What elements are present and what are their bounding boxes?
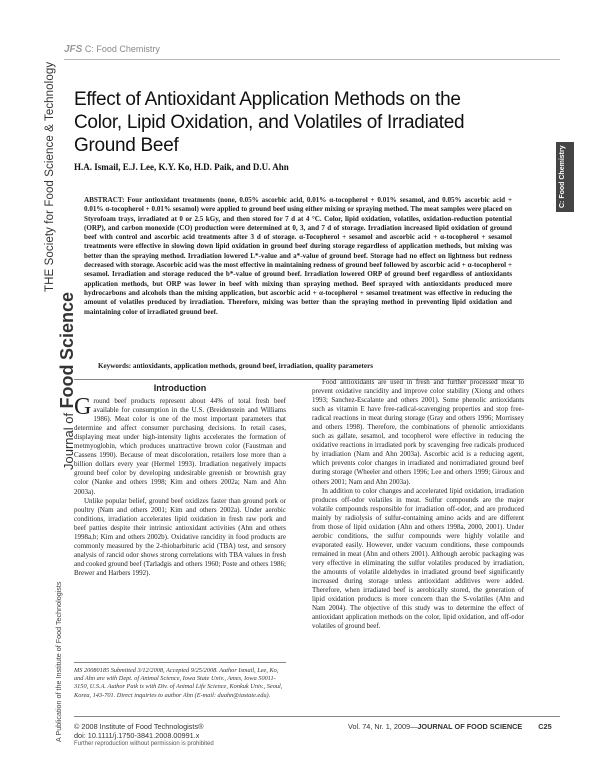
copyright: © 2008 Institute of Food Technologists® bbox=[74, 722, 204, 731]
publication-note: A Publication of the Institute of Food Technologists bbox=[54, 581, 63, 742]
authors: H.A. Ismail, E.J. Lee, K.Y. Ko, H.D. Paik, and D.U. Ahn bbox=[74, 162, 289, 172]
section-tab bbox=[556, 142, 574, 212]
header-rule bbox=[64, 59, 560, 60]
footer-rule bbox=[74, 716, 560, 717]
society-name: THE Society for Food Science & Technology bbox=[44, 61, 56, 292]
abstract bbox=[84, 196, 512, 317]
journal-name: JOURNAL OF FOOD SCIENCE bbox=[417, 722, 523, 731]
page-number: C25 bbox=[538, 722, 552, 731]
intro-paragraph-4: In addition to color changes and accelerated lipid oxidation, irradiation produces off-odor volatiles in meat. Sulfur compounds are the major volatile compounds responsible for irradiation off-odor, and are produced mainly by radiolysis of sulfur-containing amino acids and are different from those of lipid oxidation (Ahn and others 1998a, 2000, 2001). Under aerobic conditions, the sulfur compounds were highly volatile and evaporated easily. However, under vacuum conditions, these compounds remained in meat (Ahn and others 2001). Although aerobic packaging was very effective in eliminating the sulfur volatiles produced by irradiation, the amounts of volatile aldehydes in irradiated ground beef significantly increased during storage unless antioxidant additives were added. Therefore, when irradiated beef is aerobically stored, the generation of lipid oxidation products is more concern than the S-volatiles (Ahn and Nam 2004). The objective of this study was to determine the effect of antioxidant application methods on the color, lipid oxidation, and off-odor volatiles of ground beef. bbox=[312, 486, 524, 631]
right-column bbox=[312, 378, 524, 631]
intro-paragraph-1 bbox=[74, 394, 286, 497]
journal-logo-part2: Food bbox=[57, 364, 77, 409]
keywords-text: antioxidants, application methods, ground beef, irradiation, quality parameters bbox=[132, 362, 373, 370]
copyright-block bbox=[74, 722, 214, 750]
left-column bbox=[74, 384, 286, 578]
jfs-mark: JFS bbox=[64, 44, 83, 55]
intro-heading: Introduction bbox=[153, 383, 207, 393]
abstract-text: Four antioxidant treatments (none, 0.05% ascorbic acid, 0.01% α-tocopherol + 0.01% sesamol, and 0.05% ascorbic acid + 0.01% α-tocopherol + 0.01% sesamol) were applied to ground beef using either mixing or spraying method. The meat samples were placed on Styrofoam trays, irradiated at 0 or 2.5 kGy, and then stored for 7 d at 4 °C. Color, lipid oxidation, volatiles, oxidation-reduction potential (ORP), and carbon monoxide (CO) production were determined at 0, 3, and 7 d of storage. Irradiation increased lipid oxidation of ground beef with control and ascorbic acid treatments after 3 d of storage. α-Tocopherol + sesamol and ascorbic acid + α-tocopherol + sesamol treatments were effective in slowing down lipid oxidation in ground beef during storage regardless of application methods, but mixing was better than the spraying method. Irradiation lowered L*-value and a*-value of ground beef. Storage had no effect on lightness but redness decreased with storage. Ascorbic acid was the most effective in maintaining redness of ground beef followed by ascorbic acid + α-tocopherol + sesamol. Irradiation and storage reduced the b*-value of ground beef. Irradiation lowered ORP of ground beef regardless of antioxidants application methods, but ORP was lower in beef with mixing than spraying method. Beef sprayed with antioxidants produced more hydrocarbons and alcohols than the mixing application, but ascorbic acid + α-tocopherol + sesamol treatment was effective in reducing the amount of volatiles produced by irradiation. Therefore, mixing was better than the spraying method in preventing lipid oxidation and maintaining color of irradiated ground beef. bbox=[84, 196, 512, 316]
reproduction-note: Further reproduction without permission is prohibited bbox=[74, 741, 214, 748]
footer-citation bbox=[348, 722, 552, 731]
section-label: C: Food Chemistry bbox=[84, 44, 160, 54]
manuscript-note: MS 20080185 Submitted 3/12/2008, Accepted 9/25/2008. Author Ismail, Lee, Ko, and Ahn are with Dept. of Animal Science, Iowa State Univ., Ames, Iowa 50011-3150, U.S.A. Author Paik is with Div. of Animal Life Science, Konkuk Univ., Seoul, Korea, 143-701. Direct inquiries to author Ahn (E-mail: duahn@iastate.edu). bbox=[74, 662, 286, 700]
running-header bbox=[64, 44, 160, 55]
journal-logo-part3: Science bbox=[57, 291, 77, 361]
volume-info: Vol. 74, Nr. 1, 2009— bbox=[348, 722, 418, 731]
doi: doi: 10.1111/j.1750-3841.2008.00991.x bbox=[74, 731, 200, 741]
dropcap: G bbox=[74, 394, 92, 421]
journal-logo-part1: Journal of bbox=[61, 412, 76, 470]
article-title: Effect of Antioxidant Application Methods on the Color, Lipid Oxidation, and Volatiles of Irradiated Ground Beef bbox=[74, 89, 465, 156]
intro-paragraph-1-text: round beef products represent about 44% of total fresh beef available for consumption in the U.S. (Breidenstein and Williams 1986). Meat color is one of the most important parameters that determine and affect consumer purchasing decisions. In retail cases, displaying meat under high-intensity lights accelerates the formation of metmyoglobin, which produces unattractive brown color (Faustman and Cassens 1990). Because of meat discoloration, retailers lose more than a billion dollars every year (Hermel 1993). Irradiation negatively impacts ground beef color by developing undesirable greenish or brownish gray color (Nanke and others 1998; Kim and others 2002a; Nam and Ahn 2003a). bbox=[74, 397, 286, 496]
intro-paragraph-3: Food antioxidants are used in fresh and further processed meat to prevent oxidative rancidity and improve color stability (Xiong and others 1993; Sanchez-Escalante and others 2001). Some phenolic antioxidants such as vitamin E have free-radical-scavenging properties and stop free-radical reactions in meat during storage (Gray and others 1996; Morrissey and others 1998). Therefore, the combinations of phenolic antioxidants such as gallate, sesamol, and tocopherol were effective in reducing the oxidative reactions in irradiated pork by scavenging free radicals produced by irradiation (Nam and Ahn 2003a). Ascorbic acid is a reducing agent, which prevents color changes in irradiated and nonirradiated ground beef during storage (Wheeler and others 1996; Lee and others 1999; Giroux and others 2001; Nam and Ahn 2003a). bbox=[312, 378, 524, 486]
section-tab-label: C: Food Chemistry bbox=[559, 145, 566, 208]
intro-paragraph-2: Unlike popular belief, ground beef oxidizes faster than ground pork or poultry (Nam and others 2001; Kim and others 2002a). Under aerobic conditions, irradiation accelerates lipid oxidation in fresh raw pork and beef patties despite their intrinsic antioxidant activities (Ahn and others 1998a,b; Kim and others 2002b). Oxidative rancidity in food products are commonly measured by the 2-thiobarbituric acid (TBA) test, and sensory analysis of rancid odor shows strong correlations with TBA values in fresh and cooked ground beef (Tarladgis and others 1960; Poste and others 1986; Brewer and Harbers 1992). bbox=[74, 496, 286, 577]
keywords bbox=[98, 362, 373, 370]
keywords-label: Keywords: bbox=[98, 362, 132, 370]
abstract-label: ABSTRACT: bbox=[84, 196, 125, 204]
